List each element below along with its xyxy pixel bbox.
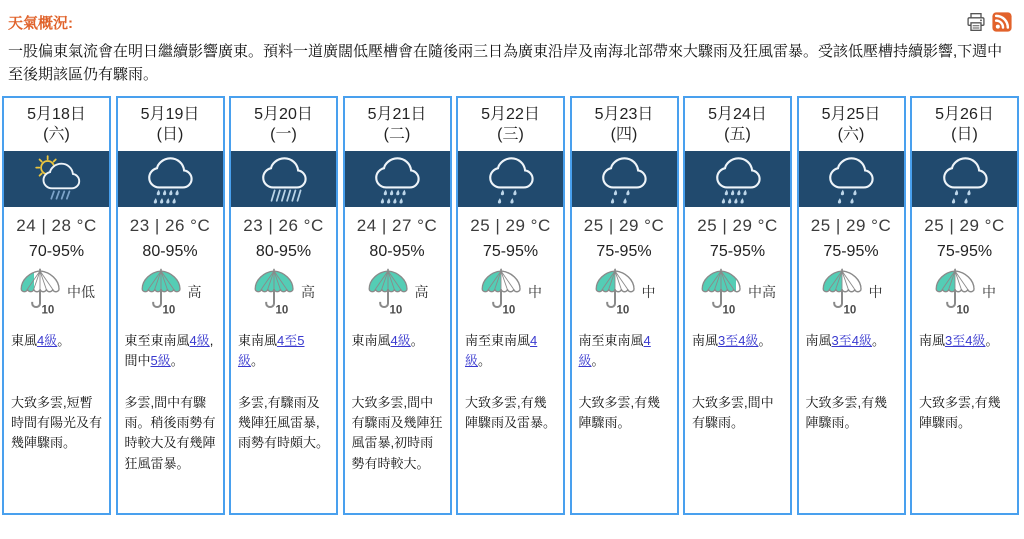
date-text: 5月26日 — [935, 105, 994, 123]
humidity-range: 75-95% — [709, 243, 766, 261]
wind-forecast — [572, 323, 677, 387]
psr-umbrella-icon — [366, 268, 410, 316]
weather-forecast-text: 多雲,有驟雨及幾陣狂風雷暴,雨勢有時頗大。 — [238, 395, 330, 451]
weather-icon-band — [345, 151, 450, 207]
weather-summary-text: 一股偏東氣流會在明日繼續影響廣東。預料一道廣闊低壓槽會在隨後兩三日為廣東沿岸及南海北部帶來大驟雨及狂風雷暴。受該低壓槽持續影響,下週中至後期該區仍有驟雨。 — [8, 43, 1003, 84]
forecast-card — [116, 96, 225, 515]
temperature-range: 25 | 29 °C — [697, 216, 778, 236]
weekday-text: (三) — [497, 126, 524, 144]
psr-umbrella-icon — [593, 268, 637, 316]
forecast-card — [910, 96, 1019, 515]
psr-label: 高 — [187, 284, 202, 301]
svg-text:10: 10 — [843, 304, 856, 317]
weather-forecast-text: 多雲,間中有驟雨。稍後雨勢有時較大及有幾陣狂風雷暴。 — [124, 395, 216, 471]
date-text: 5月22日 — [481, 105, 540, 123]
wind-text: 。 — [57, 333, 71, 349]
wind-speed-link[interactable]: 4至5級 — [238, 333, 305, 369]
psr-row — [4, 261, 109, 323]
rain-light-icon — [586, 152, 662, 206]
wind-speed-link[interactable]: 5級 — [150, 353, 171, 369]
wind-text: 。 — [591, 353, 605, 369]
psr-row — [345, 261, 450, 323]
wind-text: 南至東南風 — [465, 333, 531, 349]
psr-label: 中 — [528, 284, 542, 301]
date-text: 5月21日 — [367, 105, 427, 123]
weather-icon-band — [4, 151, 109, 207]
wind-text: 東至東南風 — [124, 333, 190, 349]
date-text: 5月18日 — [27, 105, 86, 123]
printer-icon[interactable] — [966, 12, 986, 32]
temperature-range: 24 | 28 °C — [16, 216, 97, 236]
svg-text:10: 10 — [162, 304, 175, 317]
rain-drizzle-icon — [700, 152, 776, 206]
rain-heavy-icon — [246, 152, 322, 206]
svg-text:10: 10 — [502, 304, 516, 317]
psr-row — [799, 261, 904, 323]
weather-forecast-text: 大致多雲,有幾陣驟雨。 — [578, 395, 661, 431]
forecast-date — [799, 98, 904, 152]
forecast-card — [570, 96, 679, 515]
date-text: 5月20日 — [254, 105, 313, 123]
humidity-range: 70-95% — [28, 243, 85, 261]
weather-icon-band — [685, 151, 790, 207]
rain-drizzle-icon — [359, 152, 435, 206]
wind-text: 東南風 — [238, 333, 278, 349]
svg-text:10: 10 — [275, 304, 289, 317]
topbar — [0, 0, 1024, 33]
svg-text:10: 10 — [616, 304, 629, 317]
psr-row — [231, 261, 336, 323]
forecast-date — [912, 98, 1017, 152]
wind-forecast — [118, 323, 223, 387]
forecast-date — [345, 98, 450, 152]
svg-text:10: 10 — [722, 304, 736, 317]
humidity-range: 80-95% — [369, 243, 425, 261]
temperature-range: 24 | 27 °C — [356, 216, 438, 236]
rain-drizzle-icon — [132, 152, 208, 206]
temperature-range: 25 | 29 °C — [810, 216, 892, 236]
forecast-date — [572, 98, 677, 152]
weather-icon-band — [572, 151, 677, 207]
temperature-range: 23 | 26 °C — [129, 216, 211, 236]
psr-row — [458, 261, 563, 323]
weekday-text: (六) — [43, 126, 70, 144]
forecast-date — [118, 98, 223, 152]
wind-text: 。 — [170, 353, 184, 369]
wind-speed-link[interactable]: 3至4級 — [718, 333, 759, 349]
sun-cloud-rain-icon — [19, 152, 95, 206]
weather-icon-band — [912, 151, 1017, 207]
wind-text: 。 — [251, 353, 265, 369]
psr-umbrella-icon — [820, 268, 864, 316]
wind-forecast — [4, 323, 109, 387]
humidity-range: 75-95% — [482, 243, 539, 261]
wind-speed-link[interactable]: 4級 — [189, 333, 210, 349]
forecast-card — [2, 96, 111, 515]
psr-row — [118, 261, 223, 323]
weather-forecast-text: 大致多雲,有幾陣驟雨。 — [919, 395, 1001, 431]
rss-icon[interactable] — [992, 12, 1012, 32]
wind-text: 。 — [985, 333, 999, 349]
psr-row — [572, 261, 677, 323]
rain-light-icon — [927, 152, 1003, 206]
wind-text: 南風 — [805, 333, 832, 349]
psr-label: 高 — [414, 284, 429, 301]
wind-forecast — [458, 323, 563, 387]
weekday-text: (五) — [724, 126, 751, 144]
date-text: 5月23日 — [594, 105, 654, 123]
wind-forecast — [912, 323, 1017, 387]
wind-forecast — [799, 323, 904, 387]
forecast-date — [4, 98, 109, 152]
rain-light-icon — [473, 152, 549, 206]
weather-icon-band — [458, 151, 563, 207]
wind-text: 東風 — [11, 333, 38, 349]
psr-row — [912, 261, 1017, 323]
psr-label: 中 — [868, 284, 883, 301]
weather-forecast-text: 大致多雲,有幾陣驟雨及雷暴。 — [465, 395, 557, 431]
wind-text: 。 — [478, 353, 492, 369]
humidity-range: 75-95% — [823, 243, 879, 261]
weekday-text: (二) — [383, 126, 411, 144]
wind-text: ,間中 — [124, 333, 214, 369]
humidity-range: 80-95% — [255, 243, 312, 261]
psr-umbrella-icon — [699, 268, 743, 316]
psr-label: 中低 — [67, 284, 95, 301]
weather-forecast-text: 大致多雲,短暫時間有陽光及有幾陣驟雨。 — [11, 395, 103, 451]
wind-forecast — [685, 323, 790, 387]
weekday-text: (日) — [156, 126, 184, 144]
wind-speed-link[interactable]: 4級 — [465, 333, 538, 369]
humidity-range: 80-95% — [142, 243, 198, 261]
temperature-range: 23 | 26 °C — [243, 216, 324, 236]
psr-umbrella-icon — [18, 268, 62, 316]
wind-speed-link[interactable]: 3至4級 — [831, 333, 872, 349]
psr-label: 中高 — [748, 284, 776, 301]
svg-text:10: 10 — [956, 304, 970, 317]
forecast-card — [797, 96, 906, 515]
forecast-date — [231, 98, 336, 152]
topbar-icons — [966, 12, 1012, 32]
wind-text: 南風 — [919, 333, 946, 349]
temperature-range: 25 | 29 °C — [583, 216, 665, 236]
wind-speed-link[interactable]: 4級 — [578, 333, 651, 369]
temperature-range: 25 | 29 °C — [924, 216, 1005, 236]
date-text: 5月25日 — [821, 105, 881, 123]
page-title: 天氣概況: — [8, 15, 73, 32]
psr-label: 高 — [301, 284, 315, 301]
wind-text: 東南風 — [351, 333, 391, 349]
wind-forecast — [345, 323, 450, 387]
weather-forecast-text: 大致多雲,有幾陣驟雨。 — [805, 395, 888, 431]
weekday-text: (一) — [270, 126, 297, 144]
date-text: 5月24日 — [708, 105, 767, 123]
weather-forecast-text: 大致多雲,間中有驟雨。 — [692, 395, 774, 431]
weather-icon-band — [799, 151, 904, 207]
forecast-date — [685, 98, 790, 152]
psr-label: 中 — [982, 284, 996, 301]
forecast-date — [458, 98, 563, 152]
humidity-range: 75-95% — [936, 243, 993, 261]
psr-umbrella-icon — [252, 268, 296, 316]
weather-icon-band — [231, 151, 336, 207]
humidity-range: 75-95% — [596, 243, 652, 261]
weekday-text: (六) — [837, 126, 865, 144]
wind-text: 南風 — [692, 333, 719, 349]
psr-label: 中 — [641, 284, 656, 301]
date-text: 5月19日 — [140, 105, 200, 123]
psr-row — [685, 261, 790, 323]
forecast-cards — [2, 96, 1024, 515]
weather-forecast-text: 大致多雲,間中有驟雨及幾陣狂風雷暴,初時雨勢有時較大。 — [351, 395, 443, 471]
wind-text: 。 — [758, 333, 772, 349]
weekday-text: (四) — [610, 126, 638, 144]
weekday-text: (日) — [951, 126, 978, 144]
psr-umbrella-icon — [933, 268, 977, 316]
svg-text:10: 10 — [389, 304, 402, 317]
wind-text: 南至東南風 — [578, 333, 644, 349]
weather-icon-band — [118, 151, 223, 207]
forecast-card — [456, 96, 565, 515]
forecast-card — [229, 96, 338, 515]
forecast-card — [343, 96, 452, 515]
forecast-card — [683, 96, 792, 515]
wind-speed-link[interactable]: 4級 — [37, 333, 58, 349]
wind-text: 。 — [410, 333, 424, 349]
wind-forecast — [231, 323, 336, 387]
psr-umbrella-icon — [479, 268, 523, 316]
svg-text:10: 10 — [41, 304, 55, 317]
temperature-range: 25 | 29 °C — [470, 216, 551, 236]
wind-speed-link[interactable]: 4級 — [390, 333, 411, 349]
wind-text: 。 — [871, 333, 885, 349]
rain-light-icon — [813, 152, 889, 206]
psr-umbrella-icon — [139, 268, 183, 316]
wind-speed-link[interactable]: 3至4級 — [945, 333, 986, 349]
